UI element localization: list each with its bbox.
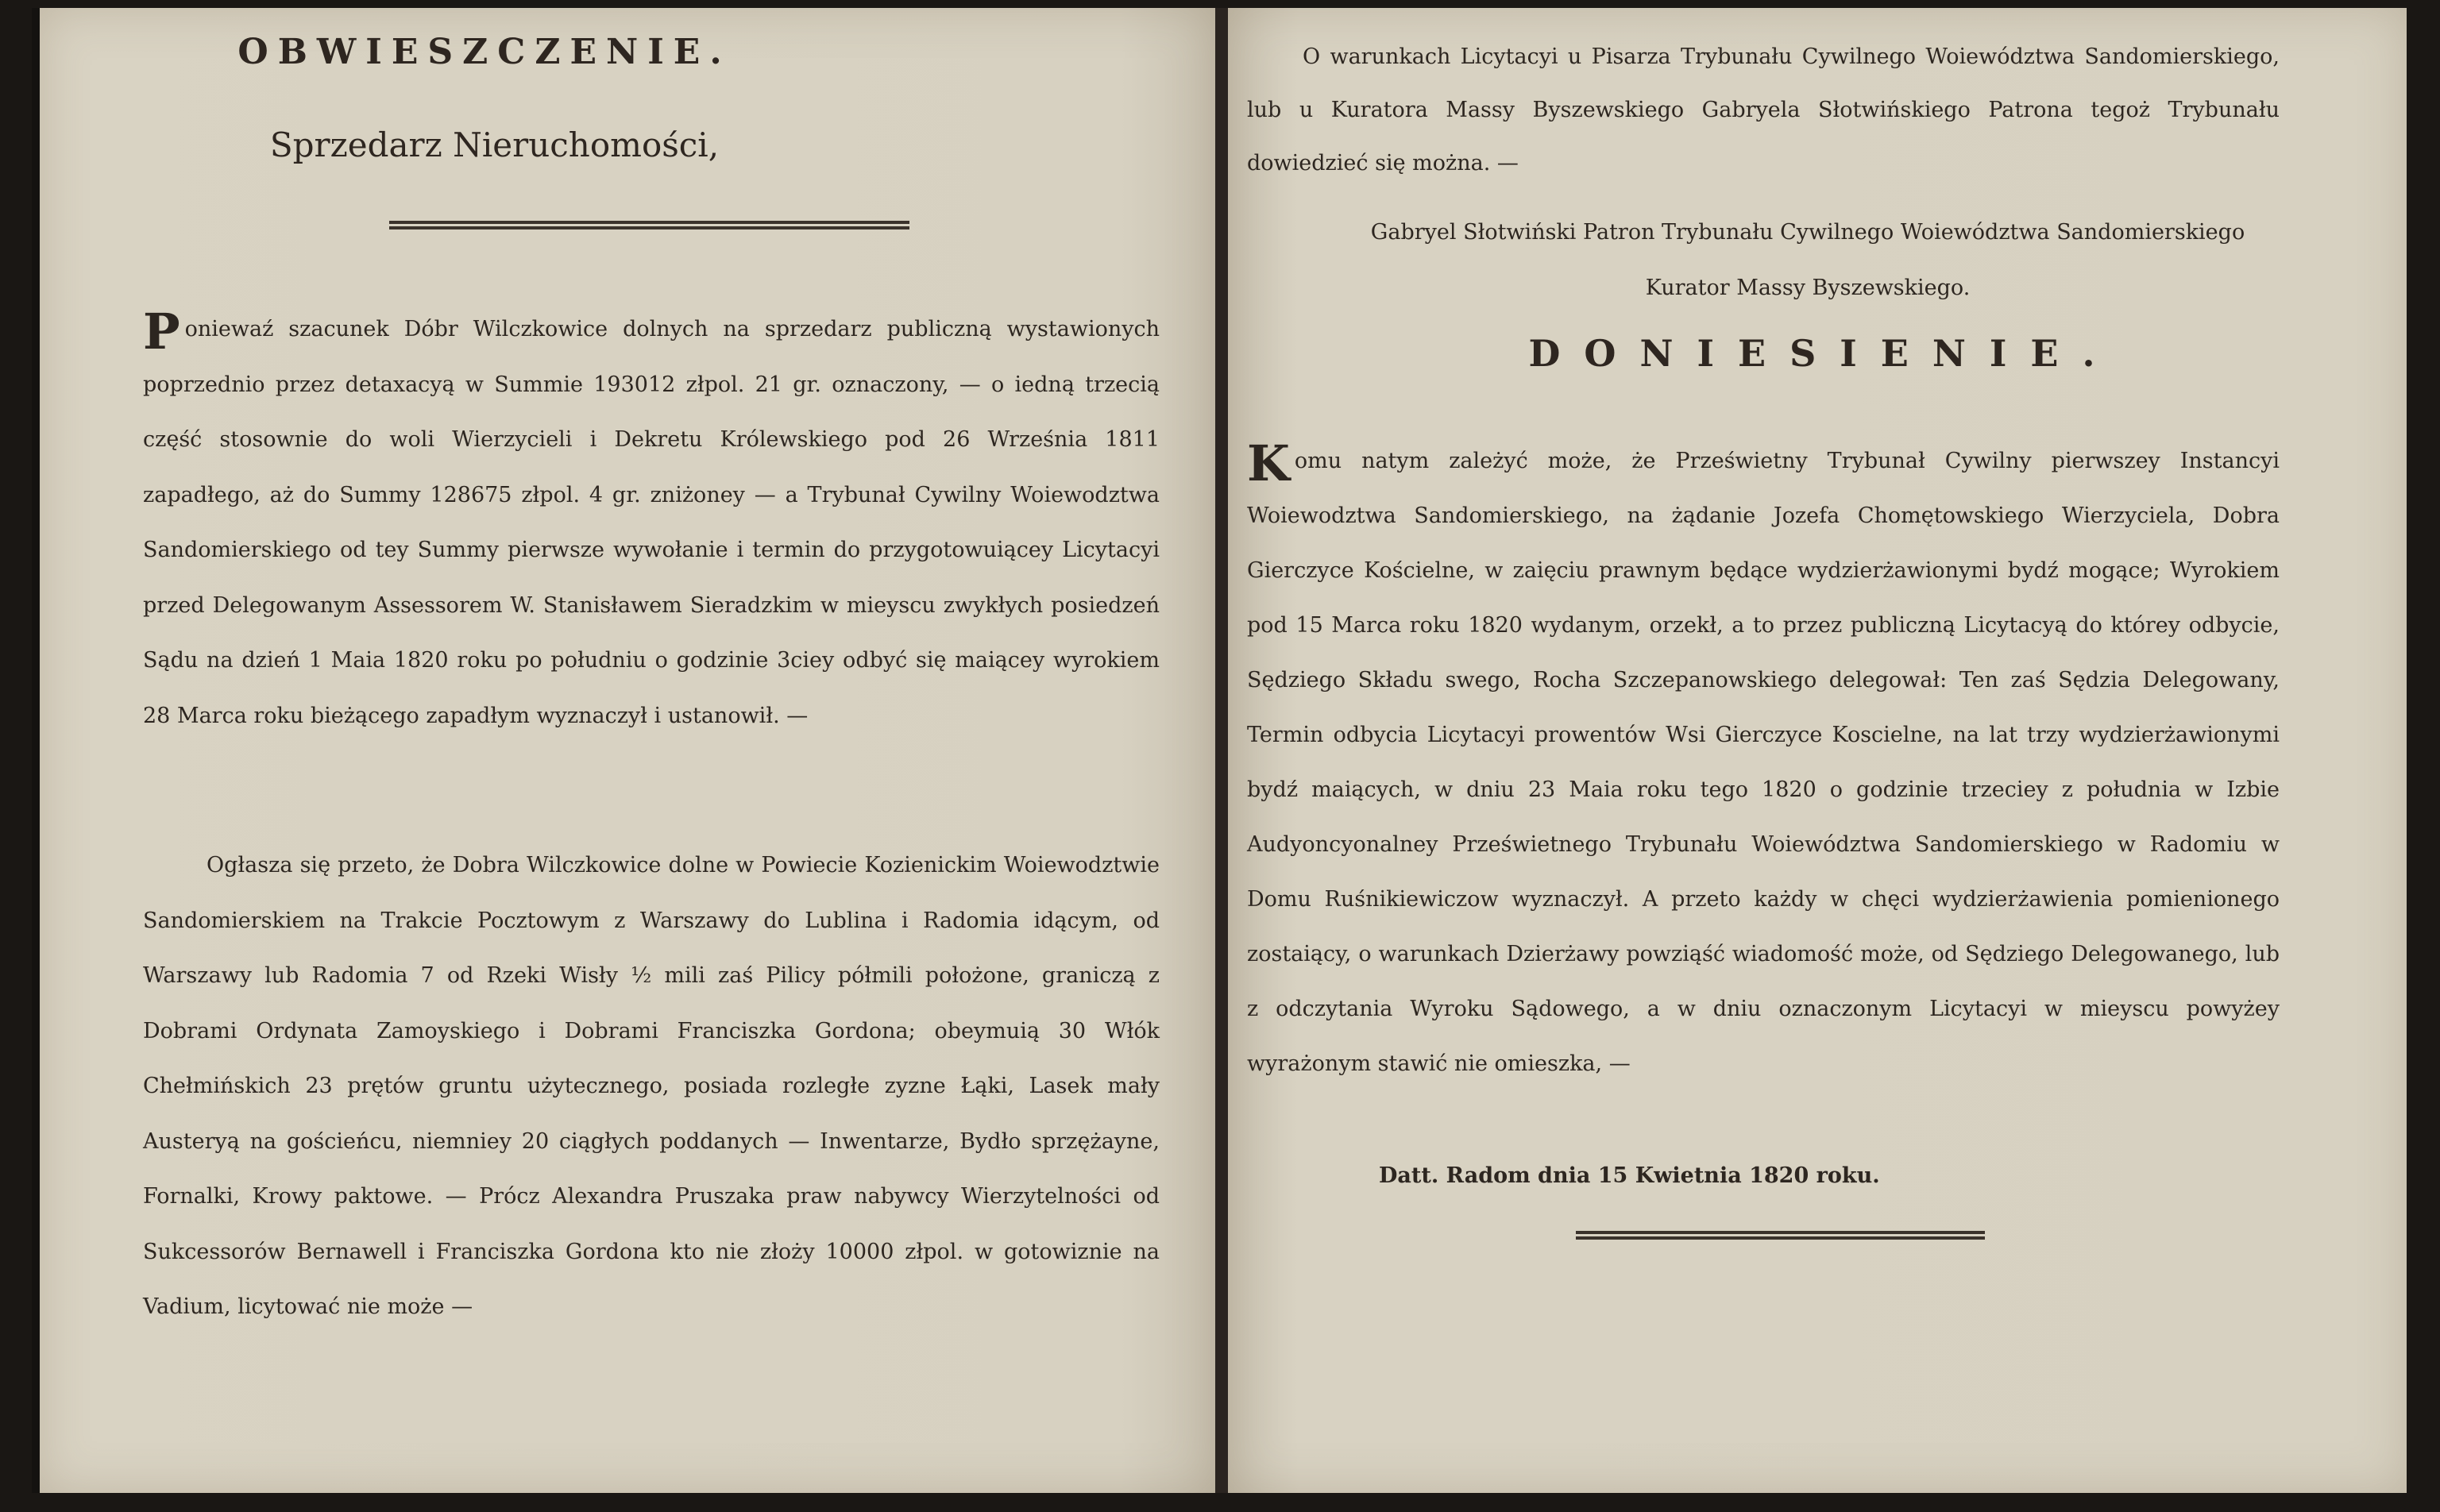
left-subtitle: Sprzedarz Nieruchomości, xyxy=(269,125,720,164)
left-paragraph-2 xyxy=(143,838,1160,1335)
signature xyxy=(1347,205,2268,316)
right-paragraph-2 xyxy=(1247,434,2280,1091)
left-paragraph-2-text: Ogłasza się przeto, że Dobra Wilczkowice dolne w Powiecie Kozienickim Woiewodztwie Sandomierskiem na Trakcie Pocztowym z Warszawy do Lublina i Radomia idącym, od Warszawy lub Radomia 7 od Rzeki Wisły ½ mili zaś Pilicy półmili położone, graniczą z Dobrami Ordynata Zamoyskiego i Dobrami Franciszka Gordona; obeymuią 30 Włók Chełmińskich 23 prętów gruntu użytecznego, posiada rozległe zyzne Łąki, Lasek mały Austeryą na gościeńcu, niemniey 20 ciągłych poddanych — Inwentarze, Bydło sprzężayne, Fornalki, Krowy paktowe. — Prócz Alexandra Pruszaka praw nabywcy Wierzytelności od Sukcessorów Bernawell i Franciszka Gordona kto nie złoży 10000 złpol. w gotowiznie na Vadium, licytować nie może — xyxy=(143,853,1160,1319)
right-paragraph-1-text: O warunkach Licytacyi u Pisarza Trybunału Cywilnego Woiewództwa Sandomierskiego, lub u Kuratora Massy Byszewskiego Gabryela Słotwińskiego Patrona tegoż Trybunału dowiedzieć się można. — xyxy=(1247,44,2280,176)
right-rule xyxy=(1576,1231,1985,1240)
left-paragraph-1-text: oniewaź szacunek Dóbr Wilczkowice dolnych na sprzedarz publiczną wystawionych poprzednio przez detaxacyą w Summie 193012 złpol. 21 gr. oznaczony, — o iedną trzecią część stosownie do woli Wierzycieli i Dekretu Królewskiego pod 26 Września 1811 zapadłego, aż do Summy 128675 złpol. 4 gr. zniżoney — a Trybunał Cywilny Woiewodztwa Sandomierskiego od tey Summy pierwsze wywołanie i termin do przygotowuiącey Licytacyi przed Delegowanym Assessorem W. Stanisławem Sieradzkim w mieyscu zwykłych posiedzeń Sądu na dzień 1 Maia 1820 roku po południu o godzinie 3ciey odbyć się maiącey wyrokiem 28 Marca roku bieżącego zapadłym wyznaczył i ustanowił. — xyxy=(143,317,1160,728)
left-paragraph-1 xyxy=(143,302,1160,743)
drop-cap-p: P xyxy=(143,303,180,361)
book-spread xyxy=(32,8,2407,1493)
right-paragraph-2-text: omu natym zależyć może, że Prześwietny Trybunał Cywilny pierwszey Instancyi Woiewodztwa Sandomierskiego, na żądanie Jozefa Chomętowskiego Wierzyciela, Dobra Gierczyce Kościelne, w zaięciu prawnym będące wydzierżawionymi bydź mogące; Wyrokiem pod 15 Marca roku 1820 wydanym, orzekł, a to przez publiczną Licytacyą do którey odbycie, Sędziego Składu swego, Rocha Szczepanowskiego delegował: Ten zaś Sędzia Delegowany, Termin odbycia Licytacyi prowentów Wsi Gierczyce Koscielne, na lat trzy wydzierżawionymi bydź maiących, w dniu 23 Maia roku tego 1820 o godzinie trzeciey z południa w Izbie Audyoncyonalney Prześwietnego Trybunału Woiewództwa Sandomierskiego w Radomiu w Domu Ruśnikiewiczow wyznaczył. A przeto każdy w chęci wydzierżawienia pomienionego zostaiący, o warunkach Dzierżawy powziąść wiadomość może, od Sędziego Delegowanego, lub z odczytania Wyroku Sądowego, a w dniu oznaczonym Licytacyi w mieyscu powyżey wyrażonym stawić nie omieszka, — xyxy=(1247,449,2280,1076)
right-paragraph-1 xyxy=(1247,30,2280,190)
left-page xyxy=(40,8,1215,1493)
drop-cap-k: K xyxy=(1247,434,1290,492)
book-gutter xyxy=(1215,8,1228,1493)
right-title: DONIESIENIE. xyxy=(1528,332,2119,375)
date-line: Datt. Radom dnia 15 Kwietnia 1820 roku. xyxy=(1379,1163,1880,1188)
right-page xyxy=(1228,8,2407,1493)
left-rule xyxy=(389,221,909,230)
signature-text: Gabryel Słotwiński Patron Trybunału Cywilnego Woiewództwa Sandomierskiego Kurator Massy Byszewskiego. xyxy=(1370,220,2245,300)
left-title: OBWIESZCZENIE. xyxy=(237,32,732,72)
